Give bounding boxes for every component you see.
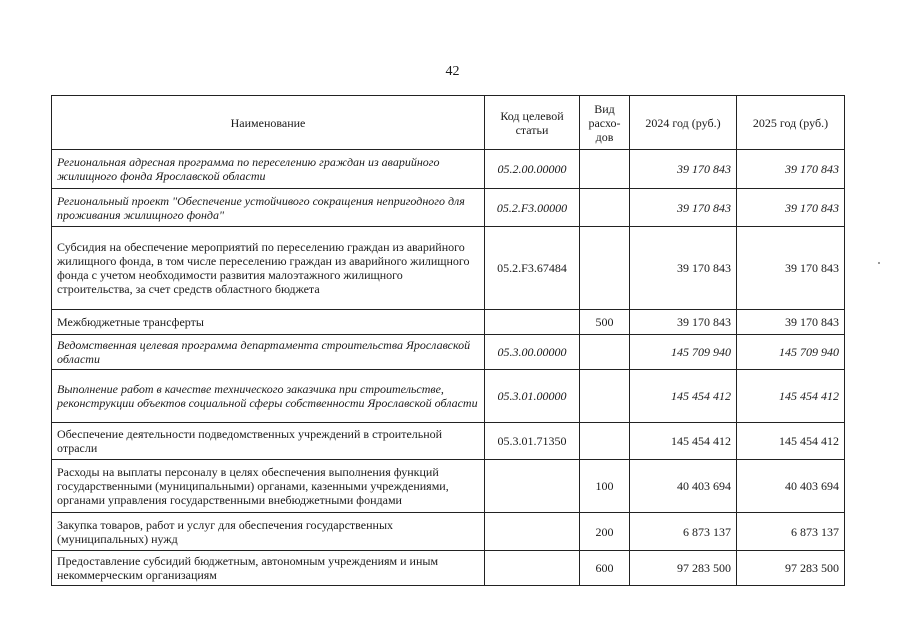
- header-name: Наименование: [52, 96, 485, 150]
- row-expense-type: 200: [580, 513, 630, 551]
- row-2025: 40 403 694: [737, 460, 845, 513]
- table-row: [52, 189, 845, 227]
- row-2024: 97 283 500: [630, 551, 737, 586]
- row-code: [485, 310, 580, 335]
- row-name: Региональная адресная программа по переселению граждан из аварийного жилищного фонда Ярославской области: [52, 150, 485, 189]
- row-2025: 145 454 412: [737, 423, 845, 460]
- row-name: Ведомственная целевая программа департамента строительства Ярославской области: [52, 335, 485, 370]
- table-row: [52, 551, 845, 586]
- table-row: [52, 227, 845, 310]
- row-code: [485, 551, 580, 586]
- row-2024: 6 873 137: [630, 513, 737, 551]
- table-body: [52, 150, 845, 586]
- row-code: 05.3.00.00000: [485, 335, 580, 370]
- row-2024: 39 170 843: [630, 189, 737, 227]
- row-2025: 97 283 500: [737, 551, 845, 586]
- row-2025: 39 170 843: [737, 150, 845, 189]
- row-code: 05.2.F3.00000: [485, 189, 580, 227]
- row-expense-type: 500: [580, 310, 630, 335]
- row-2024: 145 454 412: [630, 370, 737, 423]
- row-name: Субсидия на обеспечение мероприятий по переселению граждан из аварийного жилищного фонда, в том числе переселению граждан из аварийного жилищного фонда с учетом необходимости развития малоэтажного жилищного строительства, за счет средств областного бюджета: [52, 227, 485, 310]
- row-expense-type: [580, 335, 630, 370]
- row-name: Выполнение работ в качестве технического заказчика при строительстве, реконструкции объектов социальной сферы собственности Ярославской области: [52, 370, 485, 423]
- row-2024: 145 454 412: [630, 423, 737, 460]
- row-2024: 40 403 694: [630, 460, 737, 513]
- row-2025: 39 170 843: [737, 310, 845, 335]
- header-2025: 2025 год (руб.): [737, 96, 845, 150]
- row-2025: 145 454 412: [737, 370, 845, 423]
- page-number: 42: [445, 64, 460, 79]
- table-header: [52, 96, 845, 150]
- row-2024: 39 170 843: [630, 310, 737, 335]
- header-2024: 2024 год (руб.): [630, 96, 737, 150]
- row-code: 05.3.01.71350: [485, 423, 580, 460]
- row-expense-type: [580, 227, 630, 310]
- row-code: [485, 460, 580, 513]
- row-code: 05.2.00.00000: [485, 150, 580, 189]
- row-name: Закупка товаров, работ и услуг для обеспечения государственных (муниципальных) нужд: [52, 513, 485, 551]
- header-expense-type: Вид расхо-дов: [580, 96, 630, 150]
- row-2025: 39 170 843: [737, 227, 845, 310]
- row-code: 05.2.F3.67484: [485, 227, 580, 310]
- table-row: [52, 335, 845, 370]
- budget-table: [51, 95, 845, 586]
- row-expense-type: [580, 150, 630, 189]
- row-name: Межбюджетные трансферты: [52, 310, 485, 335]
- row-2025: 145 709 940: [737, 335, 845, 370]
- row-name: Региональный проект "Обеспечение устойчивого сокращения непригодного для проживания жилищного фонда": [52, 189, 485, 227]
- row-2024: 145 709 940: [630, 335, 737, 370]
- row-name: Расходы на выплаты персоналу в целях обеспечения выполнения функций государственными (муниципальными) органами, казенными учреждениями, органами управления государственными внебюджетными фондами: [52, 460, 485, 513]
- row-expense-type: [580, 370, 630, 423]
- table-row: [52, 150, 845, 189]
- table-row: [52, 460, 845, 513]
- row-2025: 6 873 137: [737, 513, 845, 551]
- row-code: 05.3.01.00000: [485, 370, 580, 423]
- row-expense-type: 600: [580, 551, 630, 586]
- row-expense-type: 100: [580, 460, 630, 513]
- table-row: [52, 513, 845, 551]
- table-row: [52, 423, 845, 460]
- row-name: Обеспечение деятельности подведомственных учреждений в строительной отрасли: [52, 423, 485, 460]
- row-expense-type: [580, 189, 630, 227]
- row-2024: 39 170 843: [630, 227, 737, 310]
- row-code: [485, 513, 580, 551]
- table-row: [52, 310, 845, 335]
- row-expense-type: [580, 423, 630, 460]
- row-2025: 39 170 843: [737, 189, 845, 227]
- scan-speck: [878, 262, 880, 264]
- row-name: Предоставление субсидий бюджетным, автономным учреждениям и иным некоммерческим организациям: [52, 551, 485, 586]
- header-code: Код целевой статьи: [485, 96, 580, 150]
- table-row: [52, 370, 845, 423]
- row-2024: 39 170 843: [630, 150, 737, 189]
